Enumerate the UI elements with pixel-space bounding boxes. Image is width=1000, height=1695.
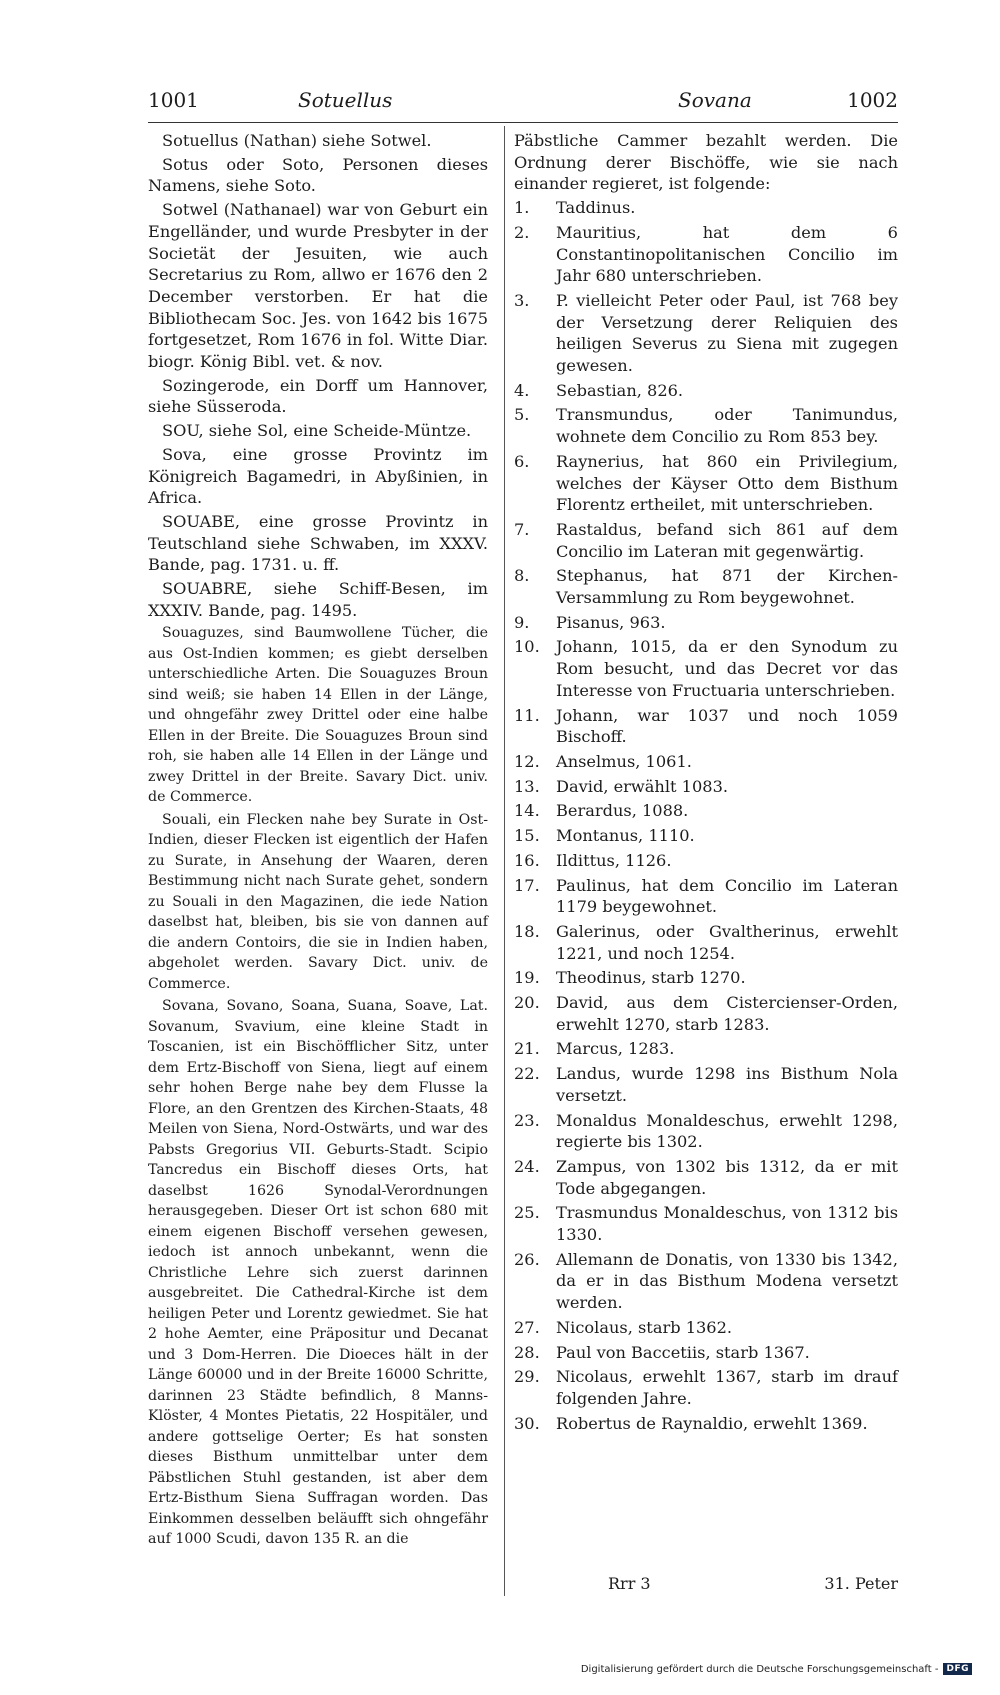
column-divider xyxy=(504,126,505,1596)
bishop-text: Landus, wurde 1298 ins Bisthum Nola versetzt. xyxy=(556,1064,898,1105)
bishop-list-intro: Päbstliche Cammer bezahlt werden. Die Ordnung derer Bischöffe, wie sie nach einander regieret, ist folgende: xyxy=(514,131,898,194)
bishop-text: Trasmundus Monaldeschus, von 1312 bis 1330. xyxy=(556,1203,898,1245)
left-running-title: Sotuellus xyxy=(298,88,393,112)
bishop-text: Transmundus, oder Tanimundus, wohnete dem Concilio zu Rom 853 bey. xyxy=(556,405,898,447)
right-column xyxy=(514,130,898,1437)
dfg-logo-icon: DFG xyxy=(943,1663,972,1675)
bishop-list-item xyxy=(514,380,898,402)
bishop-number: 10. xyxy=(514,637,540,657)
bishop-number: 2. xyxy=(514,222,530,242)
bishop-text: Ildittus, 1126. xyxy=(556,850,672,870)
bishop-text: Berardus, 1088. xyxy=(556,801,689,821)
signature-mark: Rrr 3 xyxy=(608,1574,651,1593)
bishop-list-item xyxy=(514,565,898,608)
bishop-text: Paul von Baccetiis, starb 1367. xyxy=(556,1342,810,1362)
bishop-list-item xyxy=(514,776,898,798)
bishop-list-item xyxy=(514,612,898,634)
bishop-list-item xyxy=(514,1342,898,1364)
entry-souabe: SOUABE, eine grosse Provintz in Teutschland siehe Schwaben, im XXXV. Bande, pag. 1731. u. ff. xyxy=(148,511,488,575)
bishop-list-item xyxy=(514,1202,898,1245)
bishop-list-item xyxy=(514,992,898,1035)
header-rule xyxy=(148,122,898,123)
bishop-text: Johann, war 1037 und noch 1059 Bischoff. xyxy=(556,705,898,747)
bishop-number: 7. xyxy=(514,519,530,539)
bishop-number: 25. xyxy=(514,1203,540,1223)
bishop-list-item xyxy=(514,519,898,562)
bishop-text: Monaldus Monaldeschus, erwehlt 1298, regierte bis 1302. xyxy=(556,1110,898,1152)
bishop-text: Galerinus, oder Gvaltherinus, erwehlt 1221, und noch 1254. xyxy=(556,921,898,963)
entry-sozingerode: Sozingerode, ein Dorff um Hannover, siehe Süsseroda. xyxy=(148,375,488,417)
bishop-number: 29. xyxy=(514,1367,540,1387)
bishop-number: 27. xyxy=(514,1317,540,1337)
right-running-title: Sovana xyxy=(678,88,752,112)
credit-text: Digitalisierung gefördert durch die Deutsche Forschungsgemeinschaft - xyxy=(580,1663,939,1675)
bishop-number: 15. xyxy=(514,826,540,846)
bishop-number: 26. xyxy=(514,1249,540,1269)
bishop-number: 18. xyxy=(514,921,540,941)
bishop-number: 14. xyxy=(514,801,540,821)
bishop-list-item xyxy=(514,451,898,516)
bishop-list-item xyxy=(514,850,898,872)
bishop-number: 16. xyxy=(514,850,540,870)
bishop-list xyxy=(514,197,898,1434)
bishop-number: 5. xyxy=(514,405,530,425)
bishop-text: Rastaldus, befand sich 861 auf dem Concilio im Lateran mit gegenwärtig. xyxy=(556,519,898,561)
bishop-text: Paulinus, hat dem Concilio im Lateran 1179 beygewohnet. xyxy=(556,875,898,917)
bishop-list-item xyxy=(514,875,898,918)
bishop-text: David, aus dem Cistercienser-Orden, erwehlt 1270, starb 1283. xyxy=(556,993,898,1034)
entry-sova: Sova, eine grosse Provintz im Königreich Bagamedri, in Abyßinien, in Africa. xyxy=(148,444,488,508)
bishop-text: Sebastian, 826. xyxy=(556,380,684,400)
bishop-text: Johann, 1015, da er den Synodum zu Rom besucht, und das Decret vor das Interesse von Fructuaria unterschrieben. xyxy=(556,637,898,700)
bishop-number: 11. xyxy=(514,705,540,725)
entry-souali: Souali, ein Flecken nahe bey Surate in Ost-Indien, dieser Flecken ist eigentlich der Hafen zu Surate, in Ansehung der Waaren, deren Bestimmung nicht nach Surate gehet, sondern zu Souali in den Magazinen, die iede Nation daselbst hat, bleiben, bis sie von dannen auf die andern Contoirs, die sie in Indien haben, abgeholet werden. Savary Dict. univ. de Commerce. xyxy=(148,811,488,992)
bishop-number: 6. xyxy=(514,451,530,471)
bishop-number: 21. xyxy=(514,1039,540,1059)
bishop-number: 12. xyxy=(514,751,540,771)
bishop-list-item xyxy=(514,705,898,748)
bishop-number: 24. xyxy=(514,1156,540,1176)
left-page-number: 1001 xyxy=(148,88,199,112)
lexicon-page xyxy=(148,88,898,1628)
bishop-list-item xyxy=(514,1110,898,1153)
bishop-number: 8. xyxy=(514,566,530,586)
bishop-list-item xyxy=(514,825,898,847)
right-page-number: 1002 xyxy=(847,88,898,112)
bishop-number: 22. xyxy=(514,1064,540,1084)
left-column xyxy=(148,130,488,1552)
bishop-text: Anselmus, 1061. xyxy=(556,751,692,771)
entry-sovana: Sovana, Sovano, Soana, Suana, Soave, Lat. Sovanum, Svavium, eine kleine Stadt in Toscanien, ist ein Bischöfflicher Sitz, unter dem Ertz-Bischoff von Siena, liegt auf einem sehr hohen Berge nahe bey dem Flusse la Flore, an den Grentzen des Kirchen-Staats, 48 Meilen von Siena, Nord-Ostwärts, und war des Pabsts Gregorius VII. Geburts-Stadt. Scipio Tancredus ein Bischoff dieses Orts, hat daselbst 1626 Synodal-Verordnungen herausgegeben. Dieser Ort ist schon 680 mit einem eigenen Bischoff versehen gewesen, iedoch ist annoch unbekannt, wenn die Christliche Lehre sich zuerst darinnen ausgebreitet. Die Cathedral-Kirche ist dem heiligen Peter und Lorentz gewiedmet. Sie hat 2 hohe Aemter, eine Präpositur und Decanat und 3 Dom-Herren. Die Dioeces hält in der Länge 60000 und in der Breite 16000 Schritte, darinnen 23 Städte befindlich, 8 Manns-Klöster, 4 Montes Pietatis, 22 Hospitäler, und andere gottselige Oerter; Es hat sonsten dieses Bisthum unmittelbar unter dem Päbstlichen Stuhl gestanden, ist aber dem Ertz-Bisthum Siena Suffragan worden. Das Einkommen desselben beläufft sich ohngefähr auf 1000 Scudi, davon 135 R. an die xyxy=(148,998,488,1548)
bishop-number: 23. xyxy=(514,1110,540,1130)
bishop-text: Zampus, von 1302 bis 1312, da er mit Tode abgegangen. xyxy=(556,1156,898,1198)
bishop-number: 9. xyxy=(514,612,530,632)
bishop-list-item xyxy=(514,751,898,773)
bishop-list-item xyxy=(514,636,898,701)
bishop-list-item xyxy=(514,404,898,447)
bishop-number: 28. xyxy=(514,1342,540,1362)
bishop-text: Raynerius, hat 860 ein Privilegium, welches der Käyser Otto dem Bisthum Florentz ertheilet, mit unterschrieben. xyxy=(556,451,898,515)
entry-souabre: SOUABRE, siehe Schiff-Besen, im XXXIV. Bande, pag. 1495. xyxy=(148,579,488,620)
bishop-list-item xyxy=(514,967,898,989)
bishop-list-item xyxy=(514,1156,898,1199)
bishop-list-item xyxy=(514,290,898,377)
bishop-number: 20. xyxy=(514,993,540,1013)
entry-sotus: Sotus oder Soto, Personen dieses Namens, siehe Soto. xyxy=(148,154,488,196)
entry-sou: SOU, siehe Sol, eine Scheide-Müntze. xyxy=(162,421,472,441)
bishop-list-item xyxy=(514,222,898,287)
bishop-text: Allemann de Donatis, von 1330 bis 1342, da er in das Bisthum Modena versetzt werden. xyxy=(556,1249,898,1313)
bishop-number: 3. xyxy=(514,290,530,310)
bishop-number: 30. xyxy=(514,1413,540,1433)
bishop-list-item xyxy=(514,800,898,822)
entry-souaguzes: Souaguzes, sind Baumwollene Tücher, die aus Ost-Indien kommen; es giebt derselben unterschiedliche Arten. Die Souaguzes Broun sind weiß; sie haben 14 Ellen in der Länge, und ohngefähr zwey Drittel oder eine halbe Ellen in der Breite. Die Souaguzes Broun sind roh, sie haben alle 14 Ellen in der Länge und zwey Drittel in der Breite. Savary Dict. univ. de Commerce. xyxy=(148,625,488,806)
bishop-list-item xyxy=(514,1063,898,1106)
page-header xyxy=(148,88,898,118)
bishop-list-item xyxy=(514,1249,898,1314)
bishop-list-item xyxy=(514,197,898,219)
bishop-text: P. vielleicht Peter oder Paul, ist 768 bey der Versetzung derer Reliquien des heiligen Severus zu Siena mit zugegen gewesen. xyxy=(556,290,898,376)
bishop-number: 17. xyxy=(514,875,540,895)
bishop-text: Mauritius, hat dem 6 Constantinopolitanischen Concilio im Jahr 680 unterschrieben. xyxy=(556,222,898,286)
bishop-text: Montanus, 1110. xyxy=(556,826,695,846)
bishop-number: 4. xyxy=(514,380,530,400)
bishop-number: 13. xyxy=(514,776,540,796)
bishop-list-item xyxy=(514,1038,898,1060)
bishop-text: Robertus de Raynaldio, erwehlt 1369. xyxy=(556,1413,868,1433)
bishop-list-item xyxy=(514,1317,898,1339)
bishop-text: Stephanus, hat 871 der Kirchen-Versammlung zu Rom beygewohnet. xyxy=(556,566,898,608)
bishop-text: Pisanus, 963. xyxy=(556,612,666,632)
bishop-list-item xyxy=(514,921,898,964)
bishop-text: Taddinus. xyxy=(556,198,636,218)
entry-sotuellus: Sotuellus (Nathan) siehe Sotwel. xyxy=(162,131,432,150)
bishop-text: Nicolaus, erwehlt 1367, starb im drauf folgenden Jahre. xyxy=(556,1367,898,1408)
bishop-number: 19. xyxy=(514,968,540,988)
bishop-text: David, erwählt 1083. xyxy=(556,776,729,796)
entry-sotwel: Sotwel (Nathanael) war von Geburt ein Engelländer, und wurde Presbyter in der Societät der Jesuiten, wie auch Secretarius zu Rom, allwo er 1676 den 2 December verstorben. Er hat die Bibliothecam Soc. Jes. von 1642 bis 1675 fortgesetzet, Rom 1676 in fol. Witte Diar. biogr. König Bibl. vet. & nov. xyxy=(148,200,488,372)
bishop-list-item xyxy=(514,1366,898,1409)
bishop-text: Theodinus, starb 1270. xyxy=(556,968,746,988)
bishop-text: Marcus, 1283. xyxy=(556,1039,675,1059)
bishop-list-item xyxy=(514,1413,898,1435)
bishop-number: 1. xyxy=(514,198,530,218)
digitization-credit xyxy=(581,1663,972,1675)
catchword: 31. Peter xyxy=(824,1574,898,1593)
bishop-text: Nicolaus, starb 1362. xyxy=(556,1317,733,1337)
